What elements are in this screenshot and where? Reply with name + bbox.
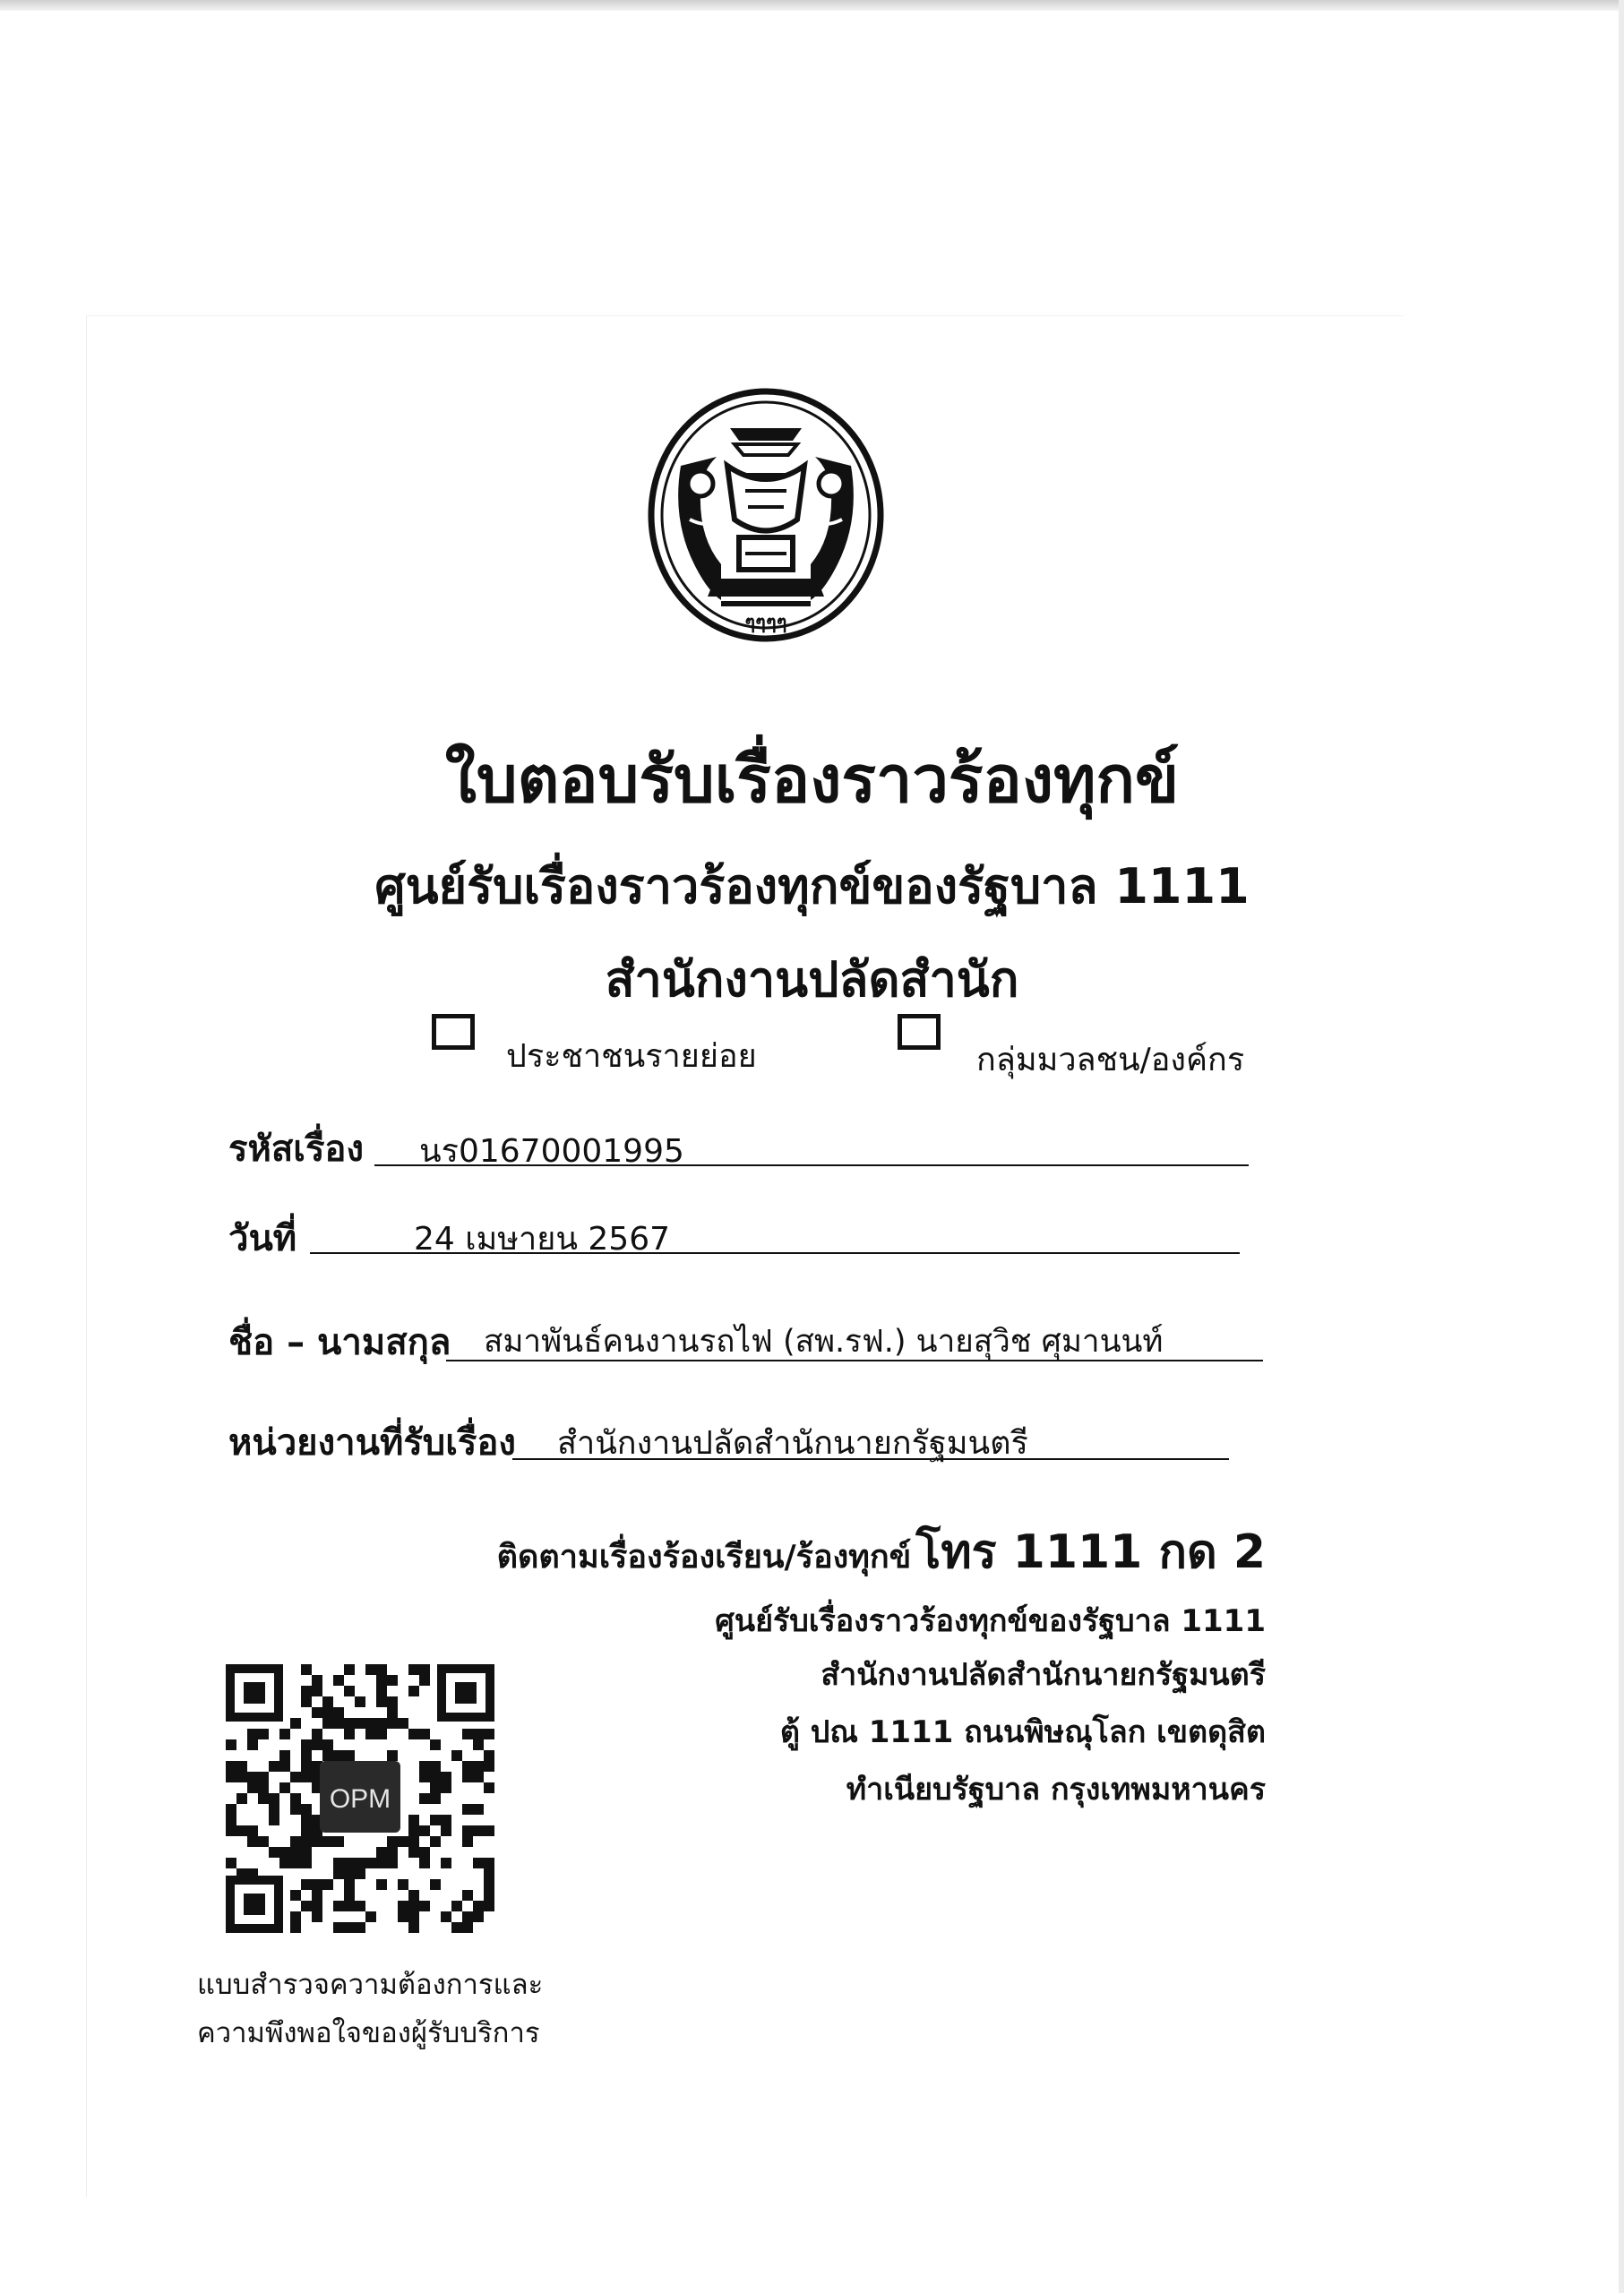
- qr-module: [333, 1901, 344, 1911]
- qr-module: [430, 1879, 441, 1890]
- qr-module: [484, 1761, 494, 1772]
- qr-module: [290, 1772, 301, 1782]
- address-line-1: ศูนย์รับเรื่องราวร้องทุกข์ของรัฐบาล 1111: [715, 1603, 1266, 1639]
- qr-module: [430, 1772, 441, 1782]
- qr-module: [290, 1911, 301, 1922]
- qr-module: [462, 1911, 473, 1922]
- qr-module: [236, 1761, 247, 1772]
- qr-module: [473, 1804, 484, 1815]
- qr-module: [473, 1825, 484, 1836]
- hotline-number: โทร 1111 กด 2: [915, 1525, 1266, 1579]
- document-title: ใบตอบรับเรื่องราวร้องทุกข์: [444, 742, 1180, 817]
- qr-module: [462, 1890, 473, 1901]
- qr-module: [333, 1868, 344, 1879]
- qr-module: [365, 1729, 376, 1739]
- qr-module: [419, 1847, 430, 1858]
- qr-module: [387, 1847, 398, 1858]
- qr-module: [355, 1718, 365, 1729]
- fullname-label: ชื่อ – นามสกุล: [228, 1322, 451, 1363]
- case-id-value: นร01670001995: [419, 1133, 684, 1170]
- qr-module: [365, 1664, 376, 1675]
- case-id-label: รหัสเรื่อง: [228, 1129, 364, 1170]
- date-label: วันที่: [228, 1218, 297, 1259]
- qr-module: [462, 1761, 473, 1772]
- qr-module: [376, 1729, 387, 1739]
- qr-module: [408, 1686, 419, 1696]
- qr-module: [236, 1825, 247, 1836]
- qr-module: [462, 1825, 473, 1836]
- qr-module: [301, 1772, 312, 1782]
- qr-module: [301, 1664, 312, 1675]
- qr-module: [226, 1761, 236, 1772]
- qr-module: [258, 1782, 269, 1793]
- qr-badge: OPM: [329, 1784, 391, 1814]
- qr-module: [419, 1761, 430, 1772]
- qr-module: [226, 1815, 236, 1825]
- qr-module: [484, 1825, 494, 1836]
- qr-module: [269, 1847, 279, 1858]
- address-line-4: ทำเนียบรัฐบาล กรุงเทพมหานคร: [846, 1772, 1266, 1808]
- qr-module: [333, 1750, 344, 1761]
- qr-module: [376, 1858, 387, 1868]
- qr-module: [398, 1879, 408, 1890]
- qr-module: [279, 1761, 290, 1772]
- qr-module: [419, 1664, 430, 1675]
- qr-module: [441, 1815, 451, 1825]
- organization-checkbox-label: กลุ่มมวลชน/องค์กร: [976, 1042, 1245, 1078]
- qr-module: [484, 1782, 494, 1793]
- qr-module: [451, 1922, 462, 1933]
- qr-module: [419, 1675, 430, 1686]
- address-line-2: สำนักงานปลัดสำนักนายกรัฐมนตรี: [821, 1657, 1266, 1693]
- qr-module: [322, 1750, 333, 1761]
- qr-module: [355, 1901, 365, 1911]
- hotline-text: ติดตามเรื่องร้องเรียน/ร้องทุกข์: [496, 1539, 912, 1576]
- qr-module: [365, 1911, 376, 1922]
- qr-module: [312, 1836, 322, 1847]
- qr-module: [226, 1825, 236, 1836]
- qr-module: [484, 1901, 494, 1911]
- qr-module: [462, 1729, 473, 1739]
- qr-module: [484, 1858, 494, 1868]
- qr-module: [279, 1750, 290, 1761]
- qr-caption-line-1: แบบสำรวจความต้องการและ: [197, 1969, 544, 2001]
- qr-module: [322, 1718, 333, 1729]
- qr-module: [387, 1836, 398, 1847]
- qr-module: [473, 1901, 484, 1911]
- qr-module: [290, 1836, 301, 1847]
- qr-module: [301, 1739, 312, 1750]
- qr-module: [290, 1858, 301, 1868]
- qr-module: [258, 1836, 269, 1847]
- qr-module: [355, 1868, 365, 1879]
- qr-module: [408, 1815, 419, 1825]
- qr-module: [236, 1793, 247, 1804]
- qr-module: [301, 1804, 312, 1815]
- qr-module: [473, 1739, 484, 1750]
- qr-module: [312, 1686, 322, 1696]
- qr-module: [408, 1890, 419, 1901]
- qr-caption-line-2: ความพึงพอใจของผู้รับบริการ: [197, 2017, 540, 2049]
- qr-module: [312, 1879, 322, 1890]
- agency-value: สำนักงานปลัดสำนักนายกรัฐมนตรี: [557, 1425, 1028, 1462]
- qr-module: [312, 1729, 322, 1739]
- qr-module: [462, 1772, 473, 1782]
- qr-module: [290, 1890, 301, 1901]
- qr-module: [344, 1922, 355, 1933]
- qr-module: [376, 1718, 387, 1729]
- office-name: สำนักงานปลัดสำนัก: [605, 951, 1019, 1008]
- qr-module: [290, 1847, 301, 1858]
- hotline: [497, 1514, 1266, 1588]
- qr-module: [247, 1772, 258, 1782]
- qr-module: [376, 1847, 387, 1858]
- qr-module: [333, 1836, 344, 1847]
- qr-module: [247, 1868, 258, 1879]
- qr-module: [247, 1729, 258, 1739]
- qr-module: [398, 1836, 408, 1847]
- qr-module: [344, 1890, 355, 1901]
- qr-module: [301, 1847, 312, 1858]
- qr-module: [419, 1729, 430, 1739]
- qr-module: [333, 1707, 344, 1718]
- qr-module: [269, 1815, 279, 1825]
- qr-module: [247, 1825, 258, 1836]
- qr-module: [365, 1858, 376, 1868]
- qr-module: [322, 1696, 333, 1707]
- qr-module: [312, 1901, 322, 1911]
- qr-module: [344, 1858, 355, 1868]
- qr-module: [484, 1750, 494, 1761]
- qr-module: [355, 1696, 365, 1707]
- qr-module: [419, 1901, 430, 1911]
- qr-module: [322, 1879, 333, 1890]
- qr-module: [312, 1739, 322, 1750]
- qr-module: [344, 1718, 355, 1729]
- qr-module: [301, 1836, 312, 1847]
- qr-module: [301, 1858, 312, 1868]
- qr-module: [344, 1686, 355, 1696]
- qr-module: [398, 1911, 408, 1922]
- qr-module: [451, 1750, 462, 1761]
- qr-module: [344, 1901, 355, 1911]
- qr-module: [430, 1761, 441, 1772]
- qr-module: [451, 1901, 462, 1911]
- qr-module: [247, 1782, 258, 1793]
- qr-module: [301, 1750, 312, 1761]
- qr-module: [398, 1901, 408, 1911]
- qr-module: [290, 1718, 301, 1729]
- date-value: 24 เมษายน 2567: [414, 1221, 670, 1258]
- qr-module: [301, 1686, 312, 1696]
- qr-module: [408, 1922, 419, 1933]
- qr-module: [279, 1858, 290, 1868]
- qr-module: [258, 1793, 269, 1804]
- qr-module: [312, 1890, 322, 1901]
- qr-module: [333, 1922, 344, 1933]
- qr-module: [430, 1793, 441, 1804]
- qr-module: [290, 1804, 301, 1815]
- qr-module: [408, 1825, 419, 1836]
- qr-module: [376, 1675, 387, 1686]
- address-line-3: ตู้ ปณ 1111 ถนนพิษณุโลก เขตดุสิต: [779, 1714, 1266, 1750]
- qr-module: [269, 1761, 279, 1772]
- qr-module: [365, 1718, 376, 1729]
- qr-module: [430, 1815, 441, 1825]
- qr-module: [301, 1879, 312, 1890]
- qr-module: [484, 1879, 494, 1890]
- qr-module: [226, 1804, 236, 1815]
- center-name: ศูนย์รับเรื่องราวร้องทุกข์ของรัฐบาล 1111: [374, 858, 1250, 915]
- qr-module: [408, 1664, 419, 1675]
- qr-module: [408, 1729, 419, 1739]
- agency-label: หน่วยงานที่รับเรื่อง: [228, 1422, 516, 1464]
- qr-module: [344, 1729, 355, 1739]
- qr-module: [344, 1868, 355, 1879]
- qr-module: [344, 1664, 355, 1675]
- qr-module: [387, 1750, 398, 1761]
- qr-module: [301, 1901, 312, 1911]
- qr-module: [398, 1718, 408, 1729]
- qr-module: [387, 1696, 398, 1707]
- qr-module: [408, 1847, 419, 1858]
- qr-module: [355, 1922, 365, 1933]
- qr-module: [473, 1761, 484, 1772]
- qr-module: [344, 1750, 355, 1761]
- qr-module: [376, 1686, 387, 1696]
- qr-module: [236, 1868, 247, 1879]
- qr-module: [430, 1836, 441, 1847]
- qr-module: [408, 1836, 419, 1847]
- svg-text:ๆๆๆๆ: ๆๆๆๆ: [744, 612, 787, 634]
- qr-module: [473, 1772, 484, 1782]
- qr-module: [441, 1782, 451, 1793]
- qr-module: [333, 1675, 344, 1686]
- qr-module: [355, 1858, 365, 1868]
- qr-module: [419, 1825, 430, 1836]
- qr-module: [226, 1739, 236, 1750]
- qr-module: [322, 1739, 333, 1750]
- individual-checkbox-label: ประชาชนรายย่อย: [506, 1038, 757, 1075]
- qr-module: [387, 1718, 398, 1729]
- qr-module: [387, 1675, 398, 1686]
- qr-module: [236, 1772, 247, 1782]
- qr-module: [344, 1879, 355, 1890]
- organization-checkbox[interactable]: [898, 1014, 941, 1050]
- qr-module: [408, 1911, 419, 1922]
- qr-module: [290, 1793, 301, 1804]
- qr-module: [473, 1729, 484, 1739]
- qr-module: [322, 1836, 333, 1847]
- qr-module: [408, 1901, 419, 1911]
- qr-module: [301, 1815, 312, 1825]
- qr-module: [333, 1718, 344, 1729]
- qr-module: [376, 1664, 387, 1675]
- qr-module: [279, 1847, 290, 1858]
- qr-module: [226, 1772, 236, 1782]
- qr-module: [462, 1804, 473, 1815]
- scan-edge-top: [0, 0, 1624, 11]
- qr-module: [430, 1739, 441, 1750]
- qr-module: [247, 1739, 258, 1750]
- qr-module: [301, 1825, 312, 1836]
- qr-module: [387, 1707, 398, 1718]
- scan-edge-right: [1619, 0, 1624, 2293]
- qr-module: [322, 1707, 333, 1718]
- qr-module: [484, 1729, 494, 1739]
- qr-module: [226, 1858, 236, 1868]
- qr-module: [484, 1868, 494, 1879]
- qr-module: [247, 1836, 258, 1847]
- qr-module: [290, 1922, 301, 1933]
- qr-module: [258, 1729, 269, 1739]
- qr-module: [376, 1879, 387, 1890]
- qr-module: [279, 1729, 290, 1739]
- qr-module: [376, 1696, 387, 1707]
- qr-module: [419, 1772, 430, 1782]
- qr-module: [312, 1911, 322, 1922]
- qr-module: [441, 1911, 451, 1922]
- individual-checkbox[interactable]: [432, 1014, 475, 1050]
- qr-module: [258, 1772, 269, 1782]
- government-seal-emblem: [645, 385, 887, 645]
- qr-module: [484, 1890, 494, 1901]
- qr-module: [269, 1804, 279, 1815]
- qr-module: [269, 1793, 279, 1804]
- qr-module: [301, 1761, 312, 1772]
- qr-module: [441, 1772, 451, 1782]
- survey-qr-code[interactable]: [226, 1664, 494, 1933]
- qr-module: [441, 1825, 451, 1836]
- qr-module: [462, 1922, 473, 1933]
- qr-module: [301, 1696, 312, 1707]
- fullname-value: สมาพันธ์คนงานรถไฟ (สพ.รฟ.) นายสุวิช ศุมานนท์: [484, 1324, 1164, 1360]
- qr-module: [333, 1858, 344, 1868]
- qr-module: [473, 1858, 484, 1868]
- qr-module: [462, 1836, 473, 1847]
- qr-module: [387, 1858, 398, 1868]
- qr-module: [279, 1782, 290, 1793]
- qr-module: [419, 1793, 430, 1804]
- qr-module: [441, 1858, 451, 1868]
- qr-module: [419, 1858, 430, 1868]
- qr-module: [430, 1782, 441, 1793]
- qr-module: [473, 1911, 484, 1922]
- qr-module: [312, 1675, 322, 1686]
- qr-module: [312, 1707, 322, 1718]
